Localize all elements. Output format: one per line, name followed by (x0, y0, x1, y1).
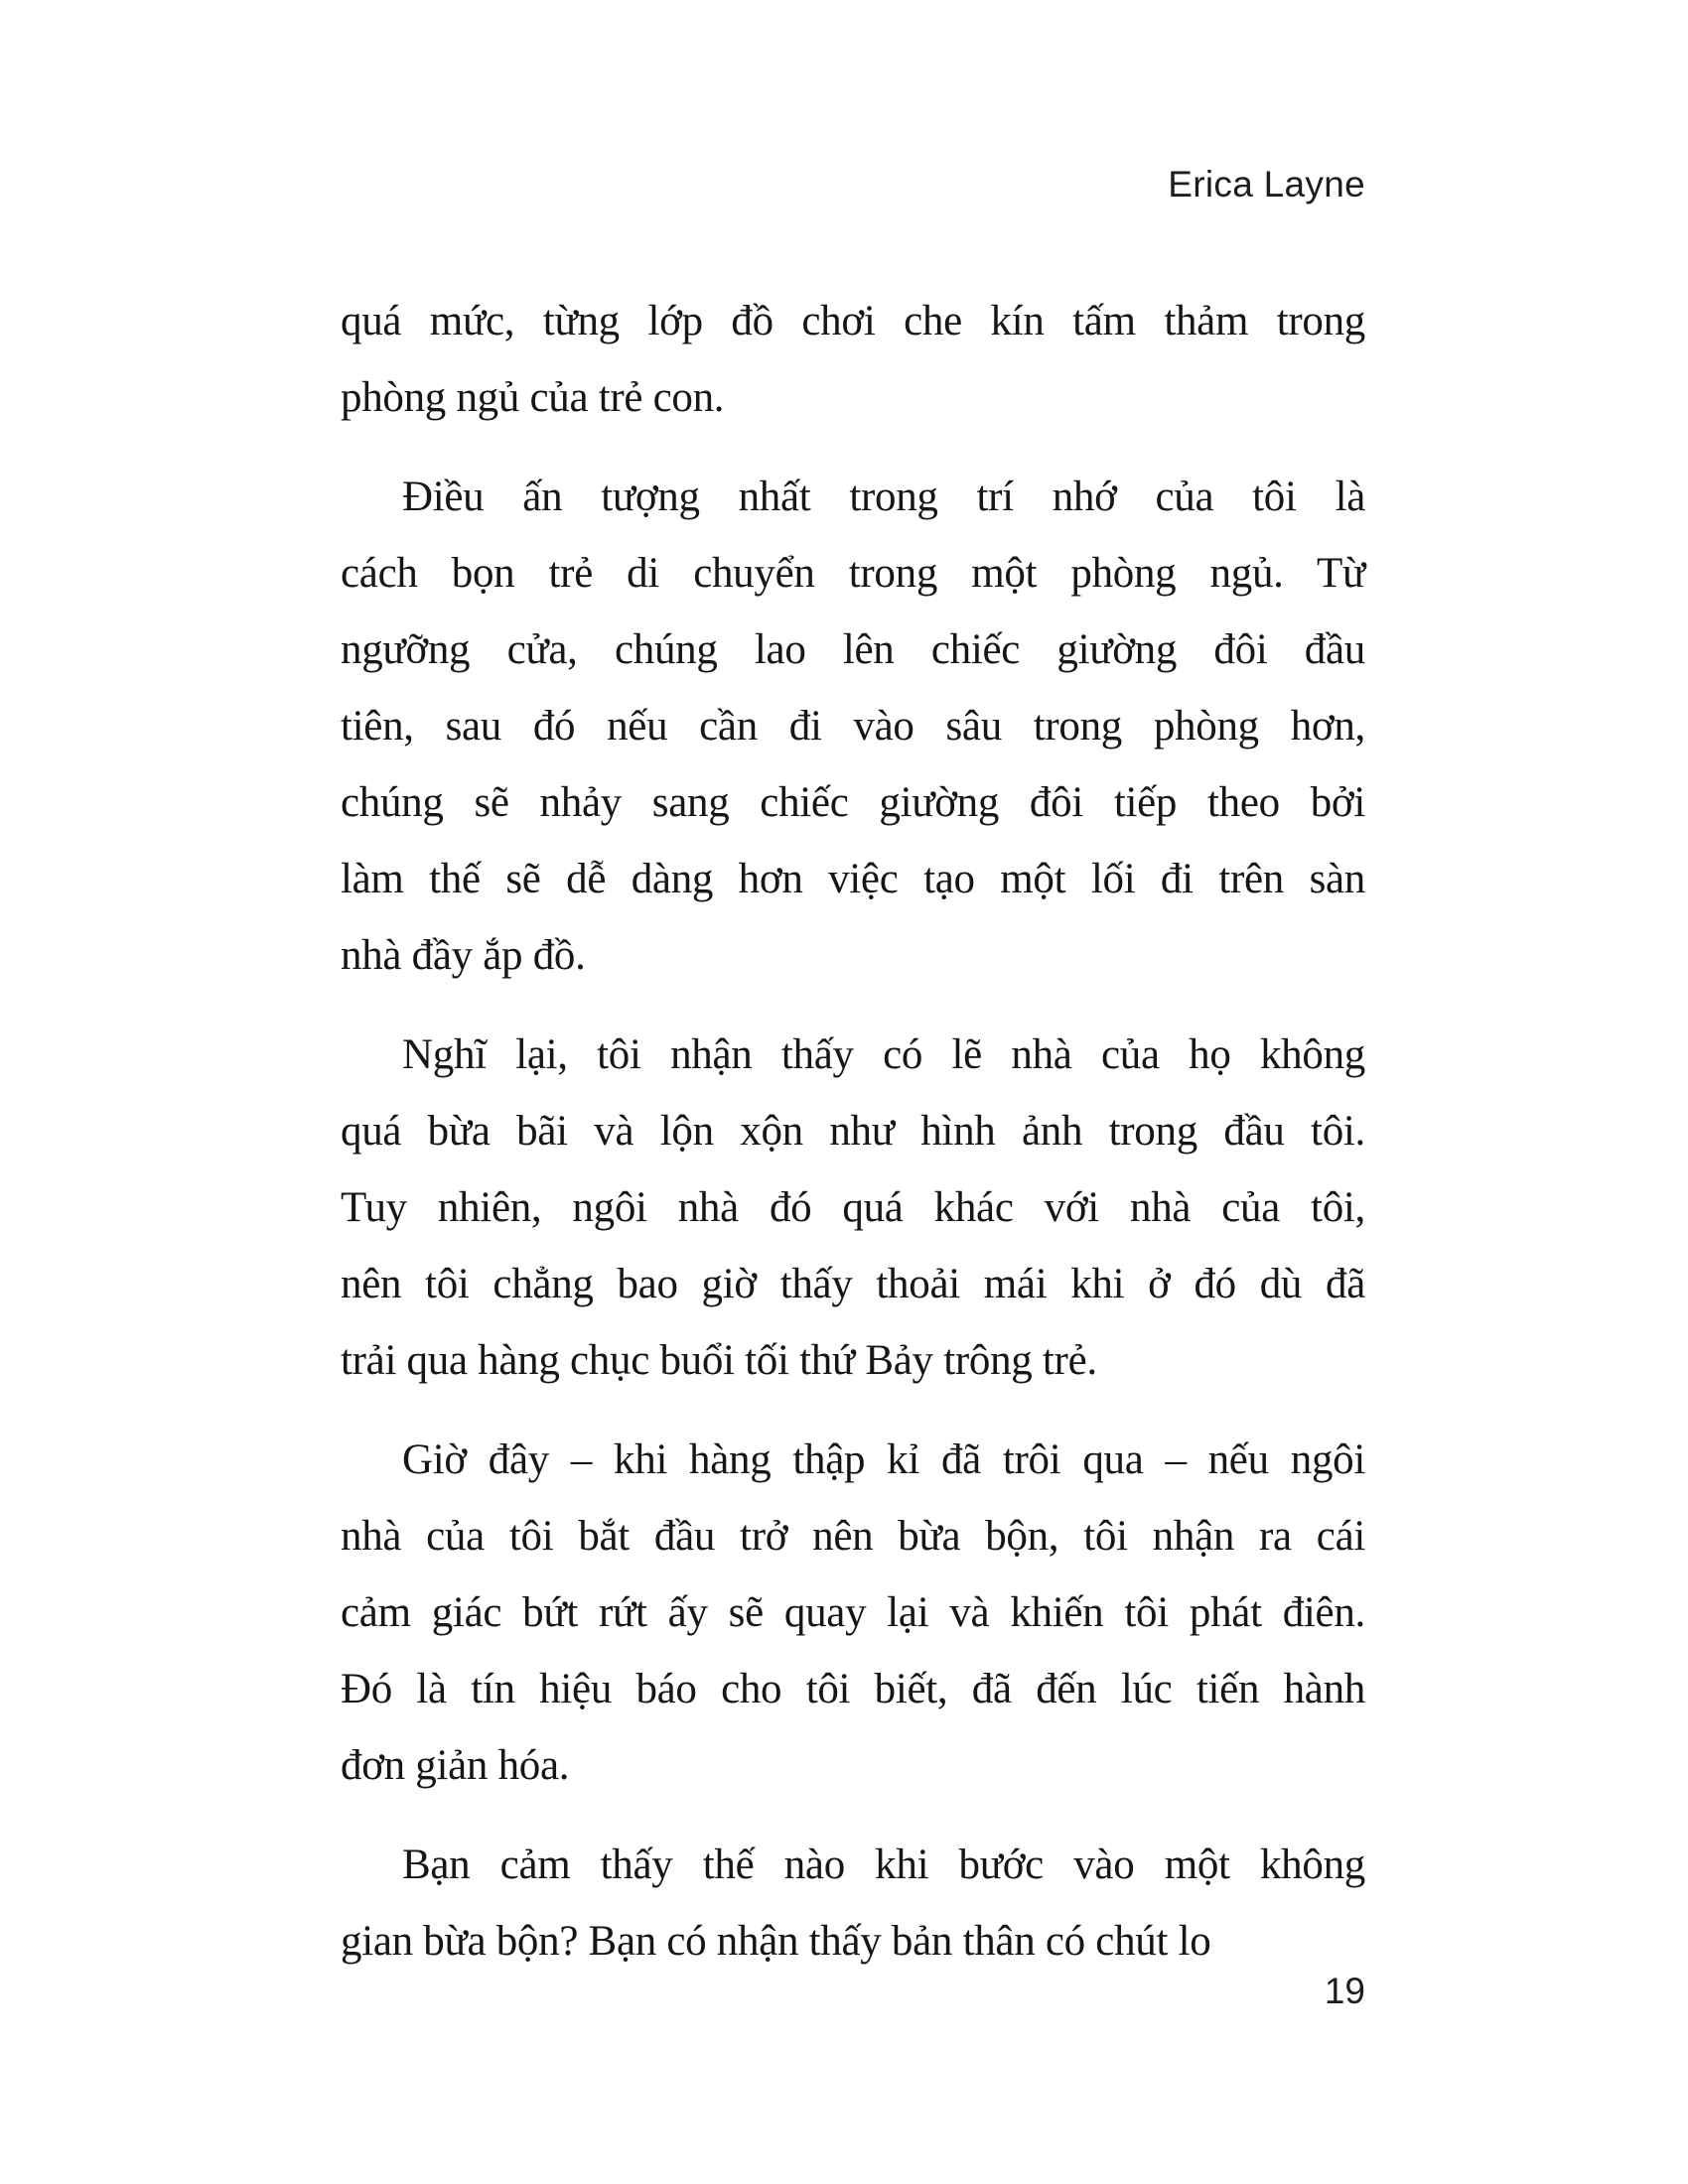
text-line: Bạn cảm thấy thế nào khi bước vào một không (402, 1842, 1365, 1888)
text-line: gian bừa bộn? Bạn có nhận thấy bản thân có chút lo (341, 1918, 1211, 1965)
text-line: Tuy nhiên, ngôi nhà đó quá khác với nhà của tôi, (341, 1184, 1365, 1231)
text-line: Giờ đây – khi hàng thập kỉ đã trôi qua – nếu ngôi (402, 1436, 1365, 1483)
page-number: 19 (1324, 1971, 1365, 2011)
text-line: cảm giác bứt rứt ấy sẽ quay lại và khiến tôi phát điên. (341, 1589, 1365, 1636)
paragraph-5 (341, 1827, 1365, 1979)
paragraph-2 (341, 459, 1365, 994)
text-line: nên tôi chẳng bao giờ thấy thoải mái khi ở đó dù đã (341, 1261, 1365, 1307)
text-line: làm thế sẽ dễ dàng hơn việc tạo một lối đi trên sàn (341, 856, 1365, 902)
text-line: trải qua hàng chục buổi tối thứ Bảy trông trẻ. (341, 1337, 1097, 1384)
paragraph-3 (341, 1017, 1365, 1399)
text-line: Điều ấn tượng nhất trong trí nhớ của tôi là (402, 474, 1365, 520)
text-line: tiên, sau đó nếu cần đi vào sâu trong phòng hơn, (341, 703, 1365, 750)
text-line: quá mức, từng lớp đồ chơi che kín tấm thảm trong (341, 298, 1365, 344)
page-body-text (341, 283, 1365, 1979)
running-header-author: Erica Layne (1168, 164, 1365, 205)
paragraph-1 (341, 283, 1365, 436)
text-line: nhà của tôi bắt đầu trở nên bừa bộn, tôi nhận ra cái (341, 1513, 1365, 1560)
text-line: ngưỡng cửa, chúng lao lên chiếc giường đôi đầu (341, 626, 1365, 673)
paragraph-4 (341, 1422, 1365, 1804)
text-line: nhà đầy ắp đồ. (341, 932, 586, 979)
text-line: đơn giản hóa. (341, 1742, 570, 1789)
text-line: chúng sẽ nhảy sang chiếc giường đôi tiếp theo bởi (341, 779, 1365, 826)
text-line: cách bọn trẻ di chuyển trong một phòng ngủ. Từ (341, 550, 1365, 597)
text-line: phòng ngủ của trẻ con. (341, 374, 725, 421)
text-line: quá bừa bãi và lộn xộn như hình ảnh trong đầu tôi. (341, 1108, 1365, 1155)
text-line: Đó là tín hiệu báo cho tôi biết, đã đến lúc tiến hành (341, 1666, 1365, 1712)
text-line: Nghĩ lại, tôi nhận thấy có lẽ nhà của họ không (402, 1031, 1365, 1078)
